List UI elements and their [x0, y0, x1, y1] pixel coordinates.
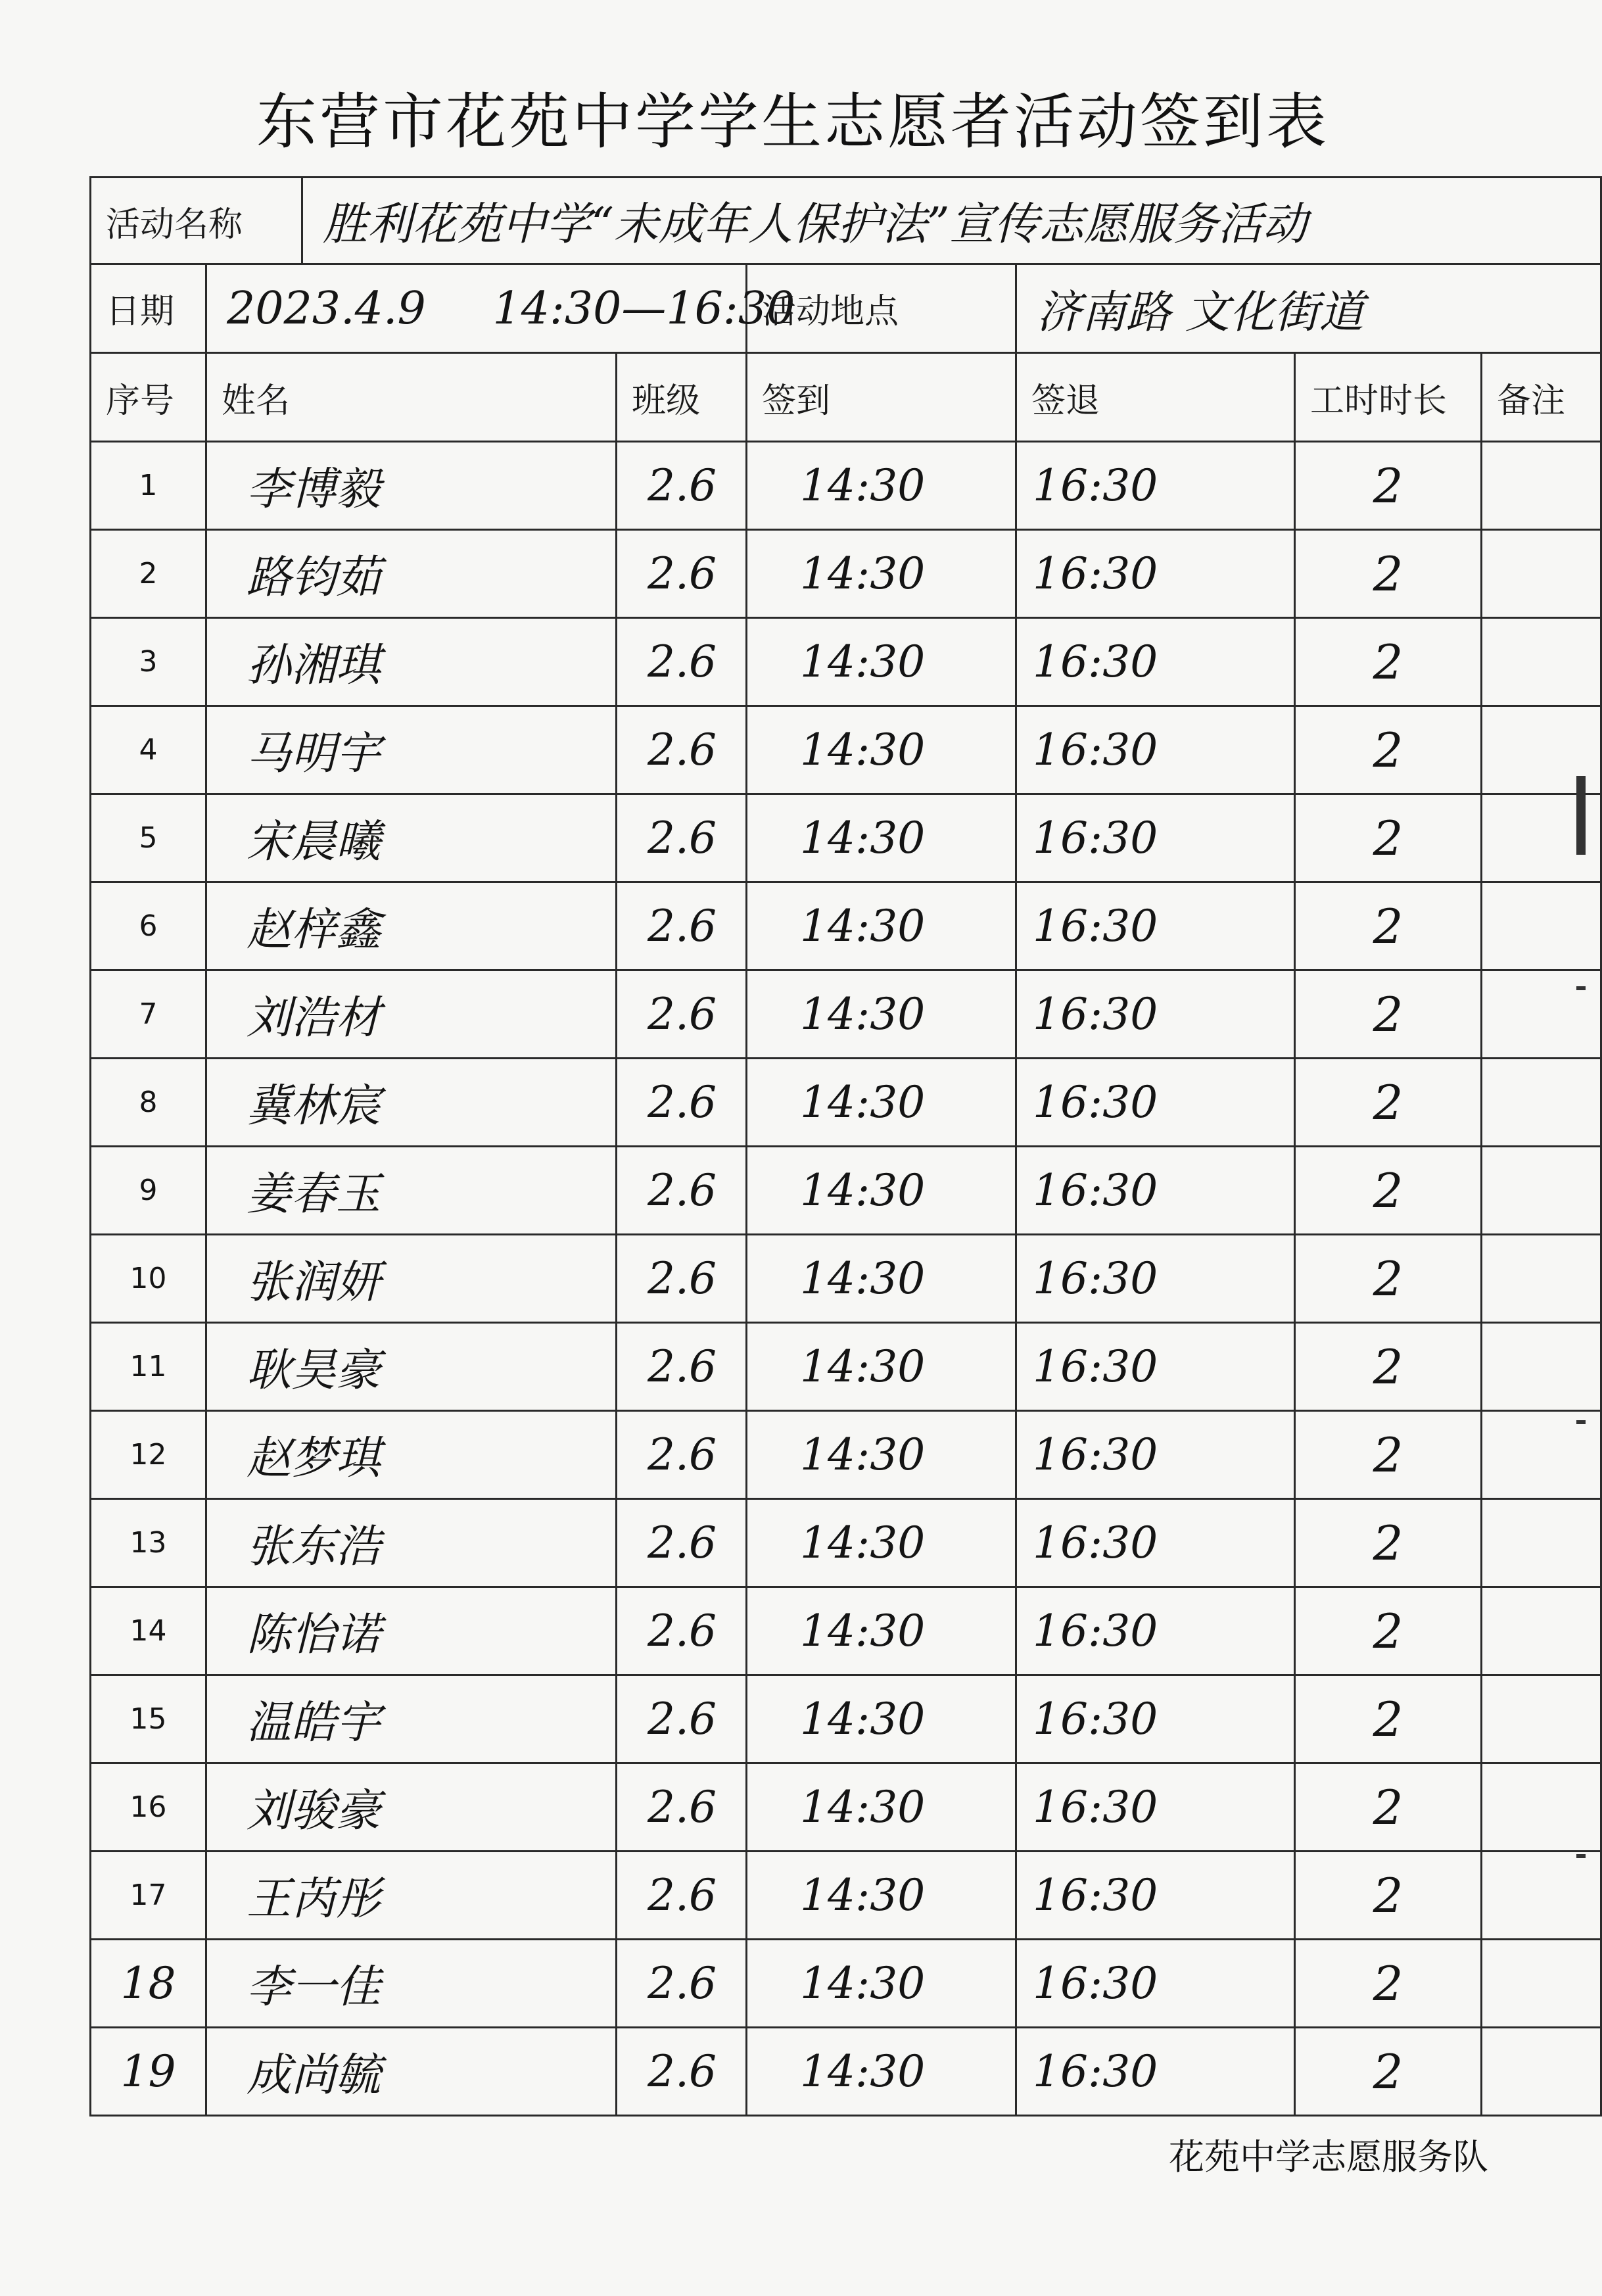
row-notes [1482, 1147, 1601, 1235]
row-hours: 2 [1295, 706, 1482, 794]
row-name: 赵梓鑫 [206, 882, 617, 970]
row-seq: 11 [91, 1323, 206, 1411]
row-sign-out: 16:30 [1016, 442, 1295, 530]
row-hours: 2 [1295, 530, 1482, 618]
row-hours: 2 [1295, 1147, 1482, 1235]
table-row [91, 1499, 1601, 1587]
row-sign-in: 14:30 [747, 970, 1016, 1059]
row-seq: 16 [91, 1763, 206, 1852]
row-seq: 13 [91, 1499, 206, 1587]
table-row [91, 530, 1601, 618]
footer-signature: 花苑中学志愿服务队 [1169, 2136, 1488, 2178]
row-class: 2.6 [617, 1940, 747, 2028]
row-name: 赵梦琪 [206, 1411, 617, 1499]
row-seq: 14 [91, 1587, 206, 1675]
row-class: 2.6 [617, 882, 747, 970]
row-sign-out: 16:30 [1016, 1675, 1295, 1763]
row-sign-out: 16:30 [1016, 1499, 1295, 1587]
row-class: 2.6 [617, 1587, 747, 1675]
row-seq: 9 [91, 1147, 206, 1235]
row-sign-in: 14:30 [747, 1852, 1016, 1940]
row-name: 李一佳 [206, 1940, 617, 2028]
table-row [91, 1852, 1601, 1940]
row-notes [1482, 442, 1601, 530]
row-name: 耿昊豪 [206, 1323, 617, 1411]
row-class: 2.6 [617, 1059, 747, 1147]
row-hours: 2 [1295, 1763, 1482, 1852]
row-seq: 5 [91, 794, 206, 882]
row-sign-in: 14:30 [747, 1147, 1016, 1235]
row-sign-out: 16:30 [1016, 970, 1295, 1059]
date-label: 日期 [91, 264, 206, 353]
col-class: 班级 [617, 353, 747, 442]
row-sign-out: 16:30 [1016, 1763, 1295, 1852]
row-class: 2.6 [617, 970, 747, 1059]
row-notes [1482, 1675, 1601, 1763]
row-class: 2.6 [617, 2028, 747, 2116]
row-sign-out: 16:30 [1016, 530, 1295, 618]
row-notes [1482, 618, 1601, 706]
row-sign-in: 14:30 [747, 1675, 1016, 1763]
row-notes [1482, 2028, 1601, 2116]
location-label: 活动地点 [747, 264, 1016, 353]
row-name: 陈怡诺 [206, 1587, 617, 1675]
row-notes [1482, 970, 1601, 1059]
row-notes [1482, 1235, 1601, 1323]
row-notes [1482, 882, 1601, 970]
time-value: 14:30—16:30 [492, 282, 795, 335]
row-hours: 2 [1295, 794, 1482, 882]
row-name: 冀林宸 [206, 1059, 617, 1147]
col-sign-out: 签退 [1016, 353, 1295, 442]
row-class: 2.6 [617, 618, 747, 706]
col-hours: 工时时长 [1295, 353, 1482, 442]
row-seq: 4 [91, 706, 206, 794]
row-notes [1482, 1763, 1601, 1852]
row-seq: 19 [91, 2028, 206, 2116]
row-name: 刘骏豪 [206, 1763, 617, 1852]
row-sign-in: 14:30 [747, 1499, 1016, 1587]
row-sign-in: 14:30 [747, 882, 1016, 970]
row-sign-in: 14:30 [747, 794, 1016, 882]
row-sign-in: 14:30 [747, 2028, 1016, 2116]
row-seq: 18 [91, 1940, 206, 2028]
row-sign-out: 16:30 [1016, 1852, 1295, 1940]
row-seq: 7 [91, 970, 206, 1059]
row-notes [1482, 1852, 1601, 1940]
row-class: 2.6 [617, 530, 747, 618]
row-class: 2.6 [617, 1147, 747, 1235]
table-row [91, 442, 1601, 530]
col-sign-in: 签到 [747, 353, 1016, 442]
row-sign-out: 16:30 [1016, 1940, 1295, 2028]
row-sign-in: 14:30 [747, 1763, 1016, 1852]
row-hours: 2 [1295, 1499, 1482, 1587]
row-hours: 2 [1295, 1235, 1482, 1323]
location-value: 济南路 文化街道 [1016, 264, 1601, 353]
row-class: 2.6 [617, 1323, 747, 1411]
activity-name-row [91, 178, 1601, 264]
row-seq: 2 [91, 530, 206, 618]
row-name: 张东浩 [206, 1499, 617, 1587]
row-hours: 2 [1295, 970, 1482, 1059]
row-class: 2.6 [617, 706, 747, 794]
activity-name-value: 胜利花苑中学“未成年人保护法”宣传志愿服务活动 [302, 178, 1601, 264]
row-sign-out: 16:30 [1016, 794, 1295, 882]
row-seq: 3 [91, 618, 206, 706]
col-name: 姓名 [206, 353, 617, 442]
table-row [91, 1587, 1601, 1675]
row-seq: 10 [91, 1235, 206, 1323]
row-name: 温皓宇 [206, 1675, 617, 1763]
table-row [91, 1235, 1601, 1323]
row-sign-out: 16:30 [1016, 1587, 1295, 1675]
row-hours: 2 [1295, 1675, 1482, 1763]
date-value: 2023.4.9 [227, 282, 426, 335]
row-hours: 2 [1295, 1587, 1482, 1675]
row-class: 2.6 [617, 794, 747, 882]
row-hours: 2 [1295, 1940, 1482, 2028]
row-sign-out: 16:30 [1016, 1411, 1295, 1499]
row-sign-out: 16:30 [1016, 706, 1295, 794]
row-notes [1482, 1940, 1601, 2028]
row-seq: 8 [91, 1059, 206, 1147]
row-seq: 6 [91, 882, 206, 970]
row-hours: 2 [1295, 618, 1482, 706]
row-sign-out: 16:30 [1016, 1323, 1295, 1411]
scan-edge-mark [1576, 1854, 1586, 1858]
table-row [91, 882, 1601, 970]
table-row [91, 1940, 1601, 2028]
row-sign-in: 14:30 [747, 618, 1016, 706]
row-notes [1482, 1587, 1601, 1675]
row-name: 宋晨曦 [206, 794, 617, 882]
row-hours: 2 [1295, 1852, 1482, 1940]
row-class: 2.6 [617, 1675, 747, 1763]
table-row [91, 2028, 1601, 2116]
row-notes [1482, 1059, 1601, 1147]
column-header-row [91, 353, 1601, 442]
row-sign-in: 14:30 [747, 1323, 1016, 1411]
row-sign-in: 14:30 [747, 530, 1016, 618]
row-sign-out: 16:30 [1016, 882, 1295, 970]
col-seq: 序号 [91, 353, 206, 442]
row-sign-in: 14:30 [747, 1940, 1016, 2028]
row-sign-in: 14:30 [747, 1411, 1016, 1499]
row-sign-in: 14:30 [747, 442, 1016, 530]
table-row [91, 1411, 1601, 1499]
date-location-row [91, 264, 1601, 353]
row-sign-out: 16:30 [1016, 1235, 1295, 1323]
row-class: 2.6 [617, 1411, 747, 1499]
row-hours: 2 [1295, 1411, 1482, 1499]
scan-edge-mark [1576, 1420, 1586, 1424]
row-sign-in: 14:30 [747, 1587, 1016, 1675]
row-notes [1482, 1499, 1601, 1587]
table-row [91, 618, 1601, 706]
row-sign-out: 16:30 [1016, 618, 1295, 706]
row-sign-out: 16:30 [1016, 2028, 1295, 2116]
row-name: 成尚毓 [206, 2028, 617, 2116]
row-name: 张润妍 [206, 1235, 617, 1323]
table-row [91, 1675, 1601, 1763]
row-notes [1482, 1323, 1601, 1411]
row-class: 2.6 [617, 1235, 747, 1323]
row-seq: 1 [91, 442, 206, 530]
row-name: 路钧茹 [206, 530, 617, 618]
table-row [91, 1763, 1601, 1852]
table-row [91, 1147, 1601, 1235]
row-class: 2.6 [617, 1852, 747, 1940]
row-name: 刘浩材 [206, 970, 617, 1059]
row-sign-in: 14:30 [747, 1059, 1016, 1147]
row-notes [1482, 530, 1601, 618]
table-row [91, 706, 1601, 794]
col-notes: 备注 [1482, 353, 1601, 442]
row-name: 马明宇 [206, 706, 617, 794]
row-sign-in: 14:30 [747, 706, 1016, 794]
activity-name-label: 活动名称 [91, 178, 302, 264]
row-hours: 2 [1295, 882, 1482, 970]
row-sign-in: 14:30 [747, 1235, 1016, 1323]
scan-edge-mark [1576, 986, 1586, 990]
row-hours: 2 [1295, 1059, 1482, 1147]
table-row [91, 1323, 1601, 1411]
table-row [91, 970, 1601, 1059]
row-name: 王芮彤 [206, 1852, 617, 1940]
date-time-cell [206, 264, 795, 353]
row-hours: 2 [1295, 1323, 1482, 1411]
row-class: 2.6 [617, 442, 747, 530]
row-class: 2.6 [617, 1763, 747, 1852]
row-sign-out: 16:30 [1016, 1059, 1295, 1147]
row-name: 姜春玉 [206, 1147, 617, 1235]
scan-edge-mark [1576, 776, 1586, 855]
form-title: 东营市花苑中学学生志愿者活动签到表 [256, 87, 1329, 157]
row-seq: 12 [91, 1411, 206, 1499]
row-seq: 17 [91, 1852, 206, 1940]
row-hours: 2 [1295, 2028, 1482, 2116]
table-row [91, 794, 1601, 882]
row-hours: 2 [1295, 442, 1482, 530]
table-row [91, 1059, 1601, 1147]
sign-in-table [89, 176, 1602, 2117]
row-name: 李博毅 [206, 442, 617, 530]
row-class: 2.6 [617, 1499, 747, 1587]
row-name: 孙湘琪 [206, 618, 617, 706]
row-seq: 15 [91, 1675, 206, 1763]
row-sign-out: 16:30 [1016, 1147, 1295, 1235]
